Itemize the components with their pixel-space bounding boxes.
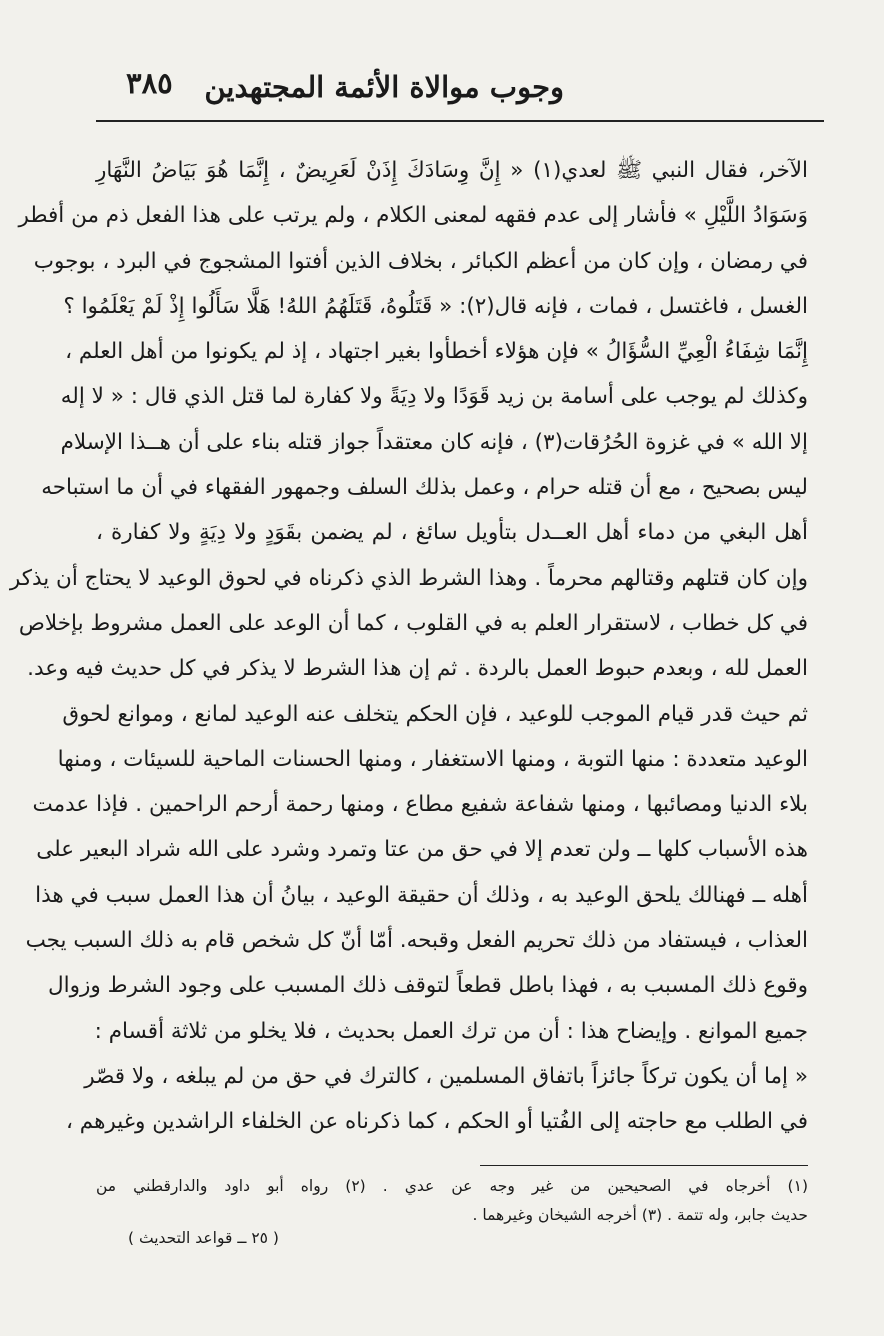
text-line: في الطلب مع حاجته إلى الفُتيا أو الحكم ، كما ذكرناه عن الخلفاء الراشدين وغيرهم ، bbox=[66, 1109, 808, 1135]
text-line: بلاء الدنيا ومصائبها ، ومنها شفاعة شفيع مطاع ، ومنها رحمة أرحم الراحمين . فإذا عدمت bbox=[32, 792, 808, 818]
text-line: وقوع ذلك المسبب به ، فهذا باطل قطعاً لتوقف ذلك المسبب على وجود الشرط وزوال bbox=[48, 973, 808, 999]
text-line: وَسَوَادُ اللَّيْلِ » فأشار إلى عدم فقهه لمعنى الكلام ، ولم يرتب على هذا الفعل ذم من أفطر bbox=[18, 203, 808, 229]
main-text bbox=[9, 148, 808, 1145]
text-line: أهله ــ فهنالك يلحق الوعيد به ، وذلك أن حقيقة الوعيد ، بيانُ أن هذا العمل سبب في هذا bbox=[35, 882, 808, 908]
text-line: هذه الأسباب كلها ــ ولن تعدم إلا في حق من عتا وتمرد وشرد على الله شراد البعير على bbox=[36, 837, 808, 863]
text-line: إلا الله » في غزوة الحُرُقات(٣) ، فإنه كان معتقداً جواز قتله بناء على أن هــذا الإسلام bbox=[60, 429, 808, 455]
text-line: ليس بصحيح ، مع أن قتله حرام ، وعمل بذلك السلف وجمهور الفقهاء في أن ما استباحه bbox=[41, 475, 808, 501]
running-title: وجوب موالاة الأئمة المجتهدين bbox=[204, 70, 564, 104]
text-line: في كل خطاب ، لاستقرار العلم به في القلوب ، كما أن الوعد على العمل مشروط بإخلاص bbox=[18, 610, 808, 636]
text-line: في رمضان ، وإن كان من أعظم الكبائر ، بخلاف الذين أفتوا المشجوج في البرد ، بوجوب bbox=[33, 248, 808, 274]
text-line: أهل البغي من دماء أهل العــدل بتأويل سائغ ، لم يضمن بقَوَدٍ ولا دِيَةٍ ولا كفارة ، bbox=[96, 520, 808, 546]
footnote-divider bbox=[480, 1165, 808, 1166]
text-line: ثم حيث قدر قيام الموجب للوعيد ، فإن الحكم يتخلف عنه الوعيد لمانع ، وموانع لحوق bbox=[62, 701, 808, 727]
text-line: الآخر، فقال النبي ﷺ لعدي(١) « إِنَّ وِسَادَكَ إِذَنْ لَعَرِيضٌ ، إِنَّمَا هُوَ بَيَاضُ النَّهَارِ bbox=[96, 158, 808, 183]
text-line: الغسل ، فاغتسل ، فمات ، فإنه قال(٢): « قَتَلُوهُ، قَتَلَهُمُ اللهُ! هَلَّا سَأَلُوا إِذْ لَمْ يَعْلَمُوا ؟ bbox=[63, 293, 808, 319]
text-line: وإن كان قتلهم وقتالهم محرماً . وهذا الشرط الذي ذكرناه في لحوق الوعيد لا يحتاج أن يذكر bbox=[9, 565, 808, 591]
footnote-line: (١) أخرجاه في الصحيحين من غير وجه عن عدي . (٢) رواه أبو داود والدارقطني من bbox=[96, 1177, 808, 1195]
text-line: « إما أن يكون تركاً جائزاً باتفاق المسلمين ، كالترك في حق من لم يبلغه ، ولا قصّر bbox=[84, 1063, 808, 1089]
footnotes bbox=[96, 1172, 808, 1230]
text-line: العمل لله ، وبعدم حبوط العمل بالردة . ثم إن هذا الشرط لا يذكر في كل حديث فيه وعد. bbox=[27, 656, 808, 682]
text-line: وكذلك لم يوجب على أسامة بن زيد قَوَدًا ولا دِيَةً ولا كفارة لما قتل الذي قال : « لا إله bbox=[60, 384, 808, 410]
footnote-line: حديث جابر، وله تتمة . (٣) أخرجه الشيخان وغيرهما . bbox=[472, 1206, 808, 1224]
signature-mark: ( ٢٥ ــ قواعد التحديث ) bbox=[128, 1229, 279, 1247]
text-line: الوعيد متعددة : منها التوبة ، ومنها الاستغفار ، ومنها الحسنات الماحية للسيئات ، ومنها bbox=[57, 746, 808, 772]
running-header bbox=[96, 60, 824, 122]
text-line: جميع الموانع . وإيضاح هذا : أن من ترك العمل بحديث ، فلا يخلو من ثلاثة أقسام : bbox=[94, 1018, 808, 1044]
page-number: ٣٨٥ bbox=[126, 66, 173, 100]
text-line: العذاب ، فيستفاد من ذلك تحريم الفعل وقبحه. أمّا أنّ كل شخص قام به ذلك السبب يجب bbox=[25, 928, 808, 954]
text-line: إِنَّمَا شِفَاءُ الْعِيِّ السُّؤَالُ » فإن هؤلاء أخطأوا بغير اجتهاد ، إذ لم يكونوا من أهل العلم ، bbox=[65, 339, 808, 365]
